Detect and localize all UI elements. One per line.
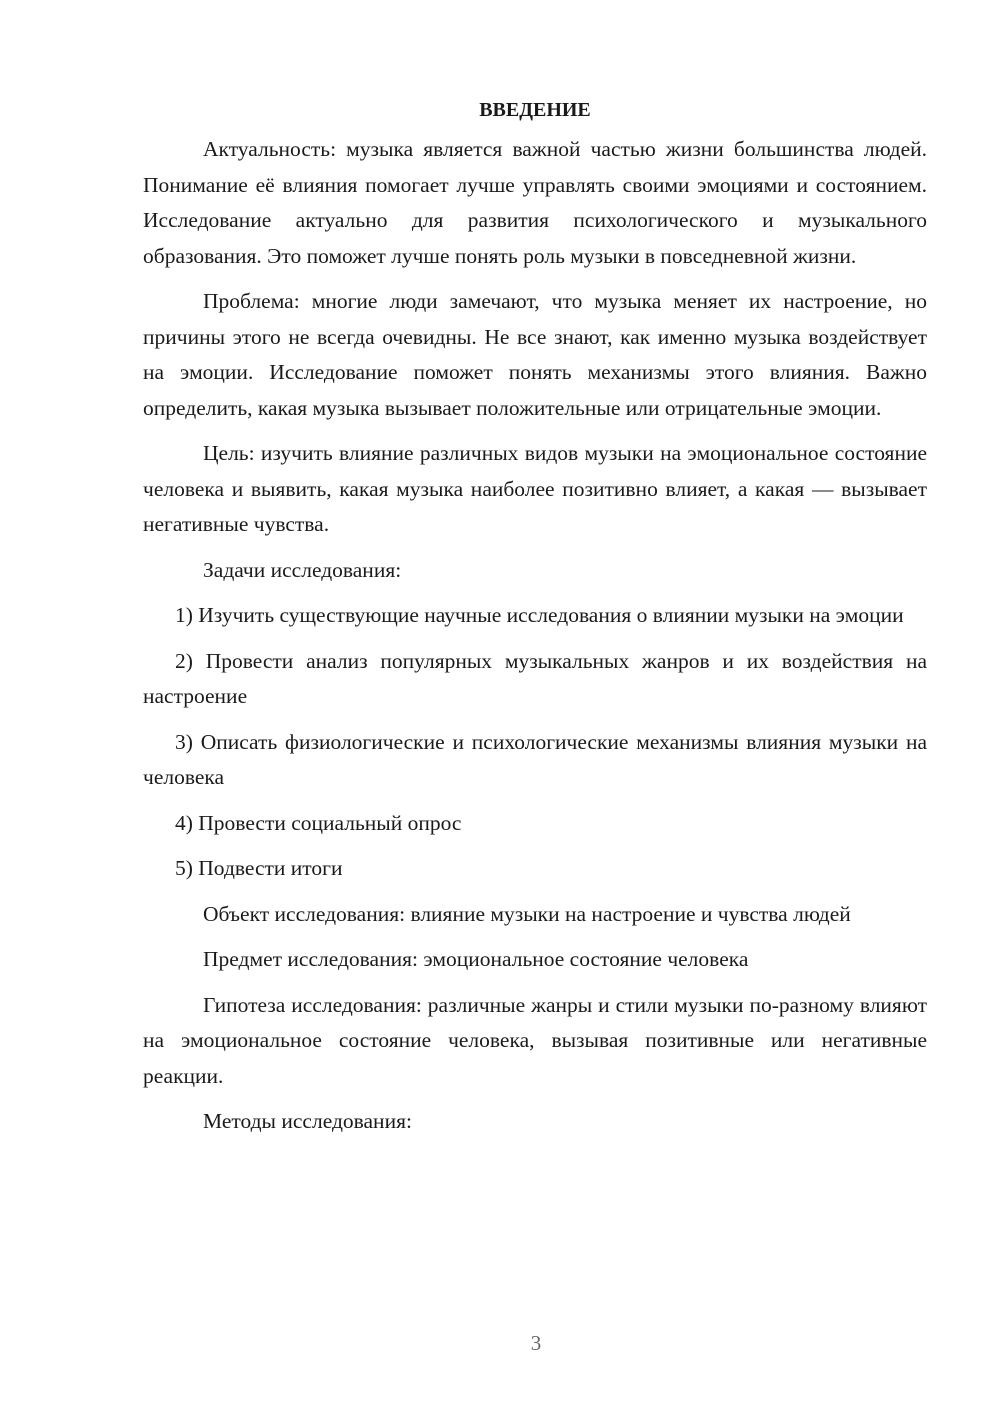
- task-item: 1) Изучить существующие научные исследования о влиянии музыки на эмоции: [175, 603, 904, 627]
- page-number: 3: [530, 1331, 542, 1355]
- tasks-heading: Задачи исследования:: [203, 557, 402, 582]
- methods-heading: Методы исследования:: [203, 1109, 412, 1133]
- relevance-paragraph: Актуальность: музыка является важной частью жизни большинства людей. Понимание её влияния помогает лучше управлять своими эмоциями и состоянием. Исследование актуально для развития психологического и музыкального образования. Это поможет лучше понять роль музыки в повседневной жизни.: [143, 137, 927, 268]
- problem-paragraph: Проблема: многие люди замечают, что музыка меняет их настроение, но причины этого не всегда очевидны. Не все знают, как именно музыка воздействует на эмоции. Исследование поможет понять механизмы этого влияния. Важно определить, какая музыка вызывает положительные или отрицательные эмоции.: [143, 289, 927, 420]
- hypothesis-paragraph: Гипотеза исследования: различные жанры и стили музыки по-разному влияют на эмоциональное состояние человека, вызывая позитивные или негативные реакции.: [143, 992, 927, 1088]
- task-item: 5) Подвести итоги: [175, 856, 343, 880]
- document-page: [143, 92, 927, 1150]
- task-item: 3) Описать физиологические и психологические механизмы влияния музыки на человека: [143, 729, 927, 789]
- section-title: ВВЕДЕНИЕ: [479, 99, 591, 121]
- task-item: 4) Провести социальный опрос: [175, 810, 462, 835]
- object-paragraph: Объект исследования: влияние музыки на настроение и чувства людей: [203, 901, 851, 926]
- task-item: 2) Провести анализ популярных музыкальных жанров и их воздействия на настроение: [143, 648, 927, 708]
- goal-paragraph: Цель: изучить влияние различных видов музыки на эмоциональное состояние человека и выявить, какая музыка наиболее позитивно влияет, а какая — вызывает негативные чувства.: [143, 441, 927, 536]
- subject-paragraph: Предмет исследования: эмоциональное состояние человека: [203, 947, 749, 971]
